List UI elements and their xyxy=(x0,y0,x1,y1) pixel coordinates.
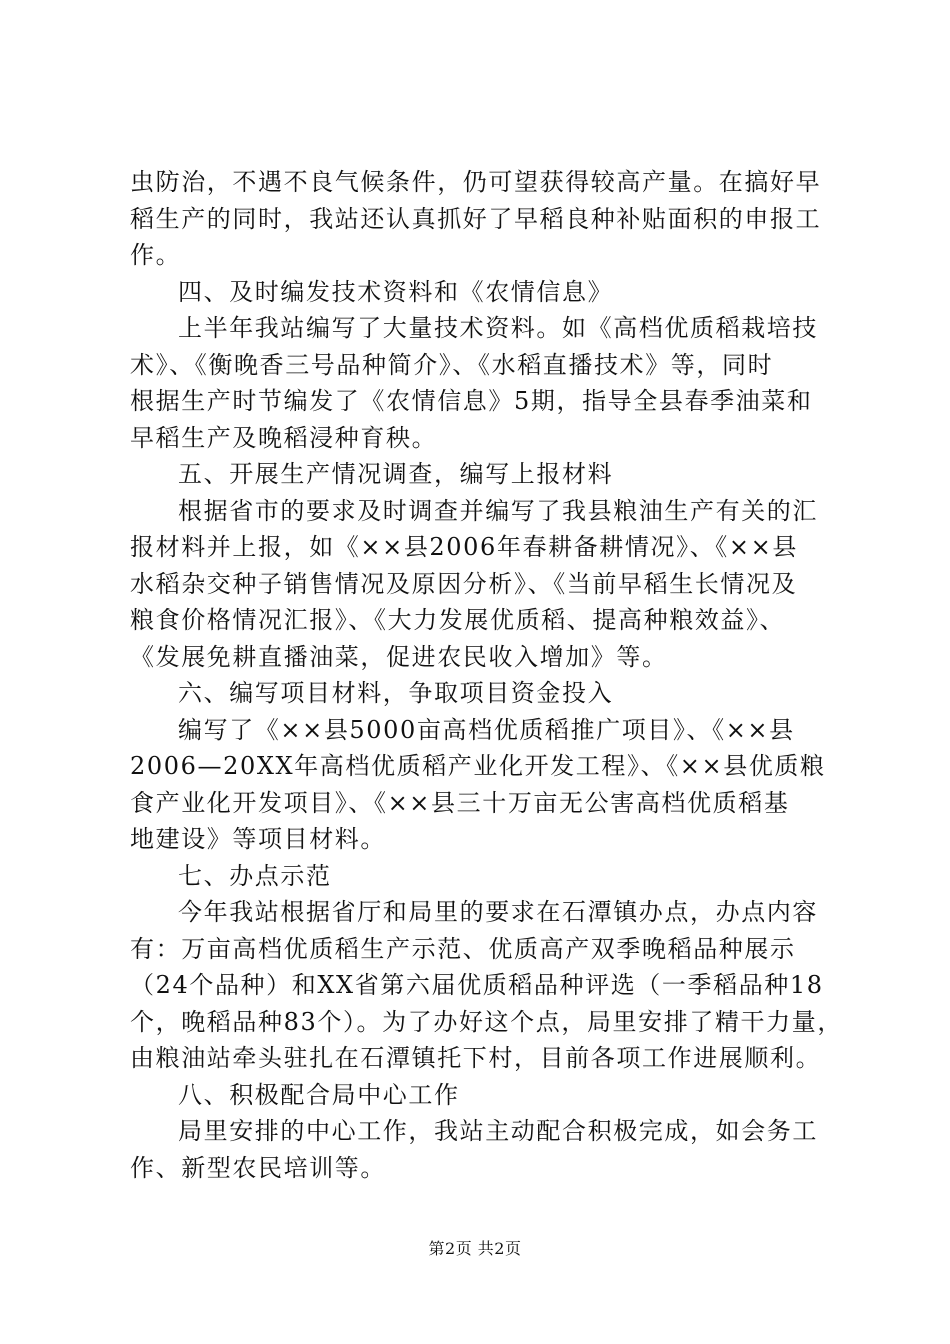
text-line: 根据省市的要求及时调查并编写了我县粮油生产有关的汇 xyxy=(178,496,818,525)
text-line: 术》、《衡晚香三号品种简介》、《水稻直播技术》等，同时 xyxy=(130,350,774,379)
text-line: 个，晚稻品种83个）。为了办好这个点，局里安排了精干力量， xyxy=(130,1007,843,1036)
text-line: 报材料并上报，如《××县2006年春耕备耕情况》、《××县 xyxy=(130,533,798,561)
text-line: 水稻杂交种子销售情况及原因分析》、《当前早稻生长情况及 xyxy=(130,569,798,598)
text-line: 由粮油站牵头驻扎在石潭镇托下村，目前各项工作进展顺利。 xyxy=(130,1044,822,1072)
text-line: 稻生产的同时，我站还认真抓好了早稻良种补贴面积的申报工 xyxy=(130,204,822,233)
text-line: 虫防治，不遇不良气候条件，仍可望获得较高产量。在搞好早 xyxy=(130,168,822,196)
text-line: 今年我站根据省厅和局里的要求在石潭镇办点，办点内容 xyxy=(178,898,818,926)
text-line: 粮食价格情况汇报》、《大力发展优质稻、提高种粮效益》、 xyxy=(130,606,786,634)
text-line: 作、新型农民培训等。 xyxy=(130,1153,386,1182)
text-line: 作。 xyxy=(130,241,182,269)
text-line: 四、及时编发技术资料和《农情信息》 xyxy=(178,277,614,306)
text-line: 局里安排的中心工作，我站主动配合积极完成，如会务工 xyxy=(178,1117,818,1145)
text-line: 《发展免耕直播油菜，促进农民收入增加》等。 xyxy=(130,642,668,671)
text-line: 六、编写项目材料，争取项目资金投入 xyxy=(178,679,614,707)
text-line: 早稻生产及晚稻浸种育秧。 xyxy=(130,423,438,452)
text-line: 上半年我站编写了大量技术资料。如《高档优质稻栽培技 xyxy=(178,314,818,342)
text-line: 编写了《××县5000亩高档优质稻推广项目》、《××县 xyxy=(178,715,795,744)
text-line: 地建设》等项目材料。 xyxy=(130,825,386,853)
text-line: 根据生产时节编发了《农情信息》5期，指导全县春季油菜和 xyxy=(130,387,813,415)
text-line: 八、积极配合局中心工作 xyxy=(178,1080,460,1109)
text-line: 有：万亩高档优质稻生产示范、优质高产双季晚稻品种展示 xyxy=(130,934,796,963)
document-body xyxy=(130,164,843,1186)
text-line: （24个品种）和XX省第六届优质稻品种评选（一季稻品种18 xyxy=(130,971,824,999)
text-line: 七、办点示范 xyxy=(178,861,332,890)
page-footer: 第2页 共2页 xyxy=(428,1239,522,1258)
text-line: 2006—20XX年高档优质稻产业化开发工程》、《××县优质粮 xyxy=(130,752,826,780)
text-line: 食产业化开发项目》、《××县三十万亩无公害高档优质稻基 xyxy=(130,788,790,817)
text-line: 五、开展生产情况调查，编写上报材料 xyxy=(178,460,614,488)
